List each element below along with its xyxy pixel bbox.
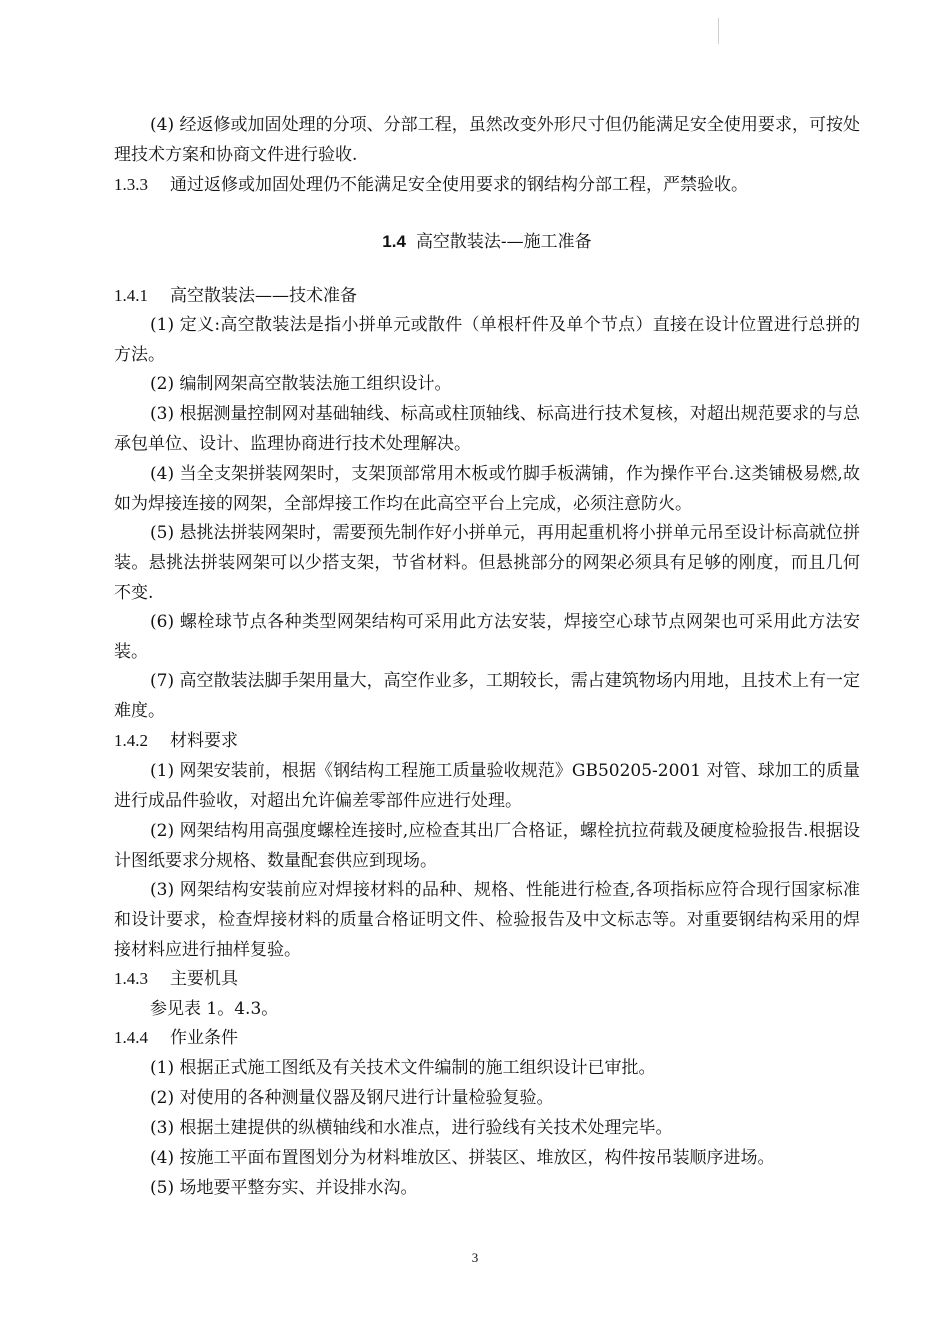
subsection-title-1-4-2 <box>114 726 860 756</box>
list-item: (3) 根据测量控制网对基础轴线、标高或柱顶轴线、标高进行技术复核，对超出规范要求的与总承包单位、设计、监理协商进行技术处理解决。 <box>114 404 860 454</box>
list-item: (2) 编制网架高空散装法施工组织设计。 <box>150 374 452 394</box>
list-item: (3) 网架结构安装前应对焊接材料的品种、规格、性能进行检查,各项指标应符合现行国家标准和设计要求，检查焊接材料的质量合格证明文件、检验报告及中文标志等。对重要钢结构采用的焊接材料应进行抽样复验。 <box>114 880 860 960</box>
list-item: (3) 根据土建提供的纵横轴线和水准点，进行验线有关技术处理完毕。 <box>150 1118 673 1138</box>
clause-number: 1.3.3 <box>114 175 148 194</box>
subsection-number: 1.4.3 <box>114 969 148 988</box>
subsection-title: 材料要求 <box>170 731 238 751</box>
heading-number: 1.4 <box>382 232 406 251</box>
heading-title: 高空散装法-—施工准备 <box>415 232 592 252</box>
subsection-number: 1.4.2 <box>114 731 148 750</box>
list-item: (1) 网架安装前，根据《钢结构工程施工质量验收规范》GB50205-2001 对管、球加工的质量进行成品件验收，对超出允许偏差零部件应进行处理。 <box>114 761 860 811</box>
section-heading-1-4 <box>114 227 860 257</box>
list-item: (1) 定义:高空散装法是指小拼单元或散件（单根杆件及单个节点）直接在设计位置进行总拼的方法。 <box>114 315 860 365</box>
subsection-number: 1.4.1 <box>114 286 148 305</box>
clause-text: 通过返修或加固处理仍不能满足安全使用要求的钢结构分部工程，严禁验收。 <box>170 175 748 195</box>
list-item: (7) 高空散装法脚手架用量大，高空作业多，工期较长，需占建筑物场内用地，且技术上有一定难度。 <box>114 671 860 721</box>
subsection-title: 主要机具 <box>170 969 238 989</box>
subsection-title-1-4-4 <box>114 1023 860 1053</box>
subsection-title-1-4-3 <box>114 964 860 994</box>
list-item: (5) 悬挑法拼装网架时，需要预先制作好小拼单元，再用起重机将小拼单元吊至设计标高就位拼装。悬挑法拼装网架可以少搭支架，节省材料。但悬挑部分的网架必须具有足够的刚度，而且几何不变. <box>114 523 860 603</box>
list-item: (6) 螺栓球节点各种类型网架结构可采用此方法安装，焊接空心球节点网架也可采用此方法安装。 <box>114 612 860 662</box>
page-corner-mark <box>718 18 719 44</box>
page-number: 3 <box>471 1250 479 1265</box>
subsection-title-1-4-1 <box>114 281 860 311</box>
subsection-number: 1.4.4 <box>114 1028 148 1047</box>
subsection-title: 作业条件 <box>170 1028 238 1048</box>
list-item: (5) 场地要平整夯实、并设排水沟。 <box>150 1178 418 1198</box>
list-item: (2) 网架结构用高强度螺栓连接时,应检查其出厂合格证，螺栓抗拉荷载及硬度检验报告.根据设计图纸要求分规格、数量配套供应到现场。 <box>114 821 860 871</box>
clause-1-3-3 <box>114 170 860 200</box>
subsection-title: 高空散装法——技术准备 <box>170 286 357 306</box>
paragraph-returned-repair: (4) 经返修或加固处理的分项、分部工程，虽然改变外形尺寸但仍能满足安全使用要求，可按处理技术方案和协商文件进行验收. <box>114 115 860 165</box>
list-item: (4) 当全支架拼装网架时，支架顶部常用木板或竹脚手板满铺，作为操作平台.这类铺极易燃,故如为焊接连接的网架，全部焊接工作均在此高空平台上完成，必须注意防火。 <box>114 464 860 514</box>
list-item: (1) 根据正式施工图纸及有关技术文件编制的施工组织设计已审批。 <box>150 1058 656 1078</box>
list-item: (4) 按施工平面布置图划分为材料堆放区、拼装区、堆放区，构件按吊装顺序进场。 <box>150 1148 775 1168</box>
list-item: 参见表 1。4.3。 <box>150 999 279 1019</box>
list-item: (2) 对使用的各种测量仪器及钢尺进行计量检验复验。 <box>150 1088 554 1108</box>
